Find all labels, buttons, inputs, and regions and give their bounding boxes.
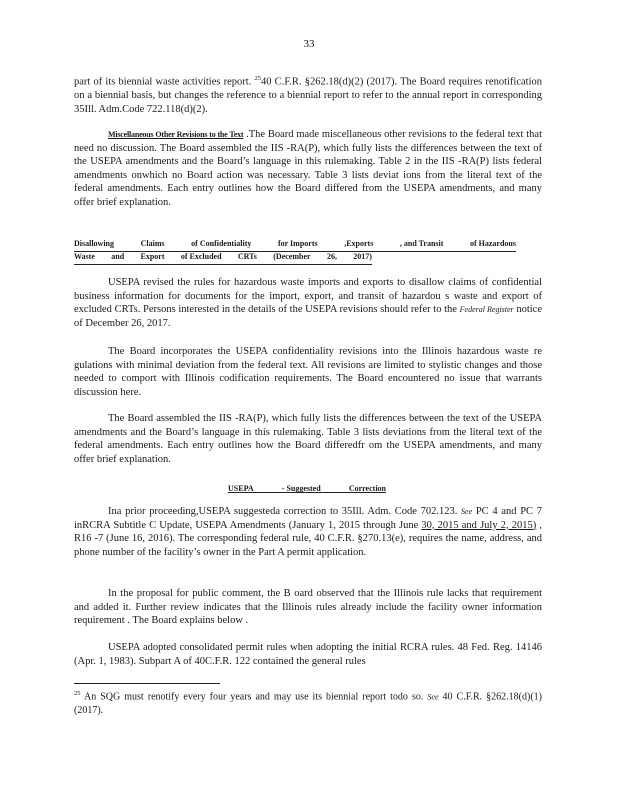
- federal-register-citation: Federal Register: [459, 305, 514, 315]
- paragraph-prior-proceeding: [74, 505, 542, 559]
- paragraph-text: , R16 -7 (June 16, 2016). The corresponding federal rule, 40 C.F.R. §270.13(e), requires the name, address, and phone number of the facility’s owner in the Part A permit application.: [74, 519, 542, 558]
- heading-word: Export: [140, 252, 165, 261]
- paragraph-board-assembled: The Board assembled the IIS -RA(P), which fully lists the differences between the text of the USEPA amendments and the Board’s language in this rulemaking. Table 3 lists deviations from the literal text of the federal amendments. Each entry outlines how the Board differedfr om the USEPA amendments, and many offer brief explanation.: [74, 413, 542, 465]
- heading-word: - Suggested: [281, 484, 321, 493]
- heading-word: Correction: [348, 484, 386, 493]
- footnote-reference: 25: [254, 75, 262, 82]
- paragraph-usepa-revised: [74, 276, 542, 330]
- paragraph-text: 40 C.F.R. §262.18(d)(2) (2017). The Board requires renotification on a biennial basis, but changes the reference to a biennial report to refer to the annual report in corresponding 35Ill. Adm.Code 722.118(d)(2).: [74, 76, 542, 115]
- heading-word: and: [111, 252, 125, 261]
- heading-word: CRTs: [237, 252, 257, 261]
- heading-word: of Confidentiality: [191, 239, 252, 248]
- paragraph-text: PC 4 and PC 7 inRCRA Subtitle C Update, USEPA Amendments (January 1, 2015 through June: [74, 506, 542, 531]
- heading-word: ,Exports: [344, 239, 374, 248]
- footnote-text: 40 C.F.R. §262.18(d)(1) (2017).: [74, 691, 543, 716]
- paragraph-text: notice of December 26, 2017.: [74, 304, 542, 329]
- paragraph-text: .The Board made miscellaneous other revisions to the federal text that need no discussion. The Board assembled the IIS -RA(P), which fully lists the differences between the text of the USEPA amendments and the Board’s language in this rulemaking. Table 2 in the IIS -RA(P) lists federal amendments onwhich no Board action was necessary. Table 3 lists deviat ions from the literal text of the federal amendments. Each entry outlines how the Board differed from the USEPA amendments, and many offer brief explanation.: [74, 129, 542, 208]
- heading-word: of Hazardous: [469, 239, 516, 248]
- heading-word: of Excluded: [180, 252, 222, 261]
- paragraph-biennial-report: [74, 72, 542, 116]
- paragraph-text: part of its biennial waste activities report.: [74, 76, 255, 88]
- heading-word: 2017): [353, 252, 372, 261]
- footnote-number: 25: [74, 690, 81, 697]
- footnote-text: An SQG must renotify every four years and may use its biennial report todo so.: [80, 691, 428, 703]
- footnote: [74, 687, 542, 717]
- heading-word: , and Transit: [399, 239, 444, 248]
- heading-word: Disallowing: [74, 239, 115, 248]
- underlined-citation: 30, 2015 and July 2, 2015): [421, 519, 537, 531]
- heading-word: Claims: [140, 239, 165, 248]
- heading-word: (December: [273, 252, 311, 261]
- section-heading: Miscellaneous Other Revisions to the Text: [108, 130, 244, 139]
- see-signal: See: [461, 507, 473, 516]
- heading-word: 26,: [326, 252, 337, 261]
- heading-underline: [228, 492, 386, 493]
- paragraph-misc-revisions: [74, 128, 542, 210]
- page-number: 33: [303, 38, 315, 50]
- paragraph-text: Ina prior proceeding,USEPA suggesteda correction to 35Ill. Adm. Code 702.123.: [108, 506, 462, 517]
- heading-word: for Imports: [277, 239, 318, 248]
- footnote-separator: [74, 683, 220, 684]
- heading-underline: [74, 264, 372, 265]
- heading-word: USEPA: [228, 484, 254, 493]
- paragraph-text: USEPA revised the rules for hazardous waste imports and exports to disallow claims of confidential business information for documents for the import, export, and transit of hazardou s waste and export of excluded CRTs. Persons interested in the details of the USEPA revisions should refer to the: [74, 277, 542, 316]
- paragraph-board-incorporates: The Board incorporates the USEPA confidentiality revisions into the Illinois hazardous waste re gulations with minimal deviation from the federal text. All revisions are limited to stylistic changes and those needed to comport with Illinois codification requirements. The Board encountered no issue that warrants discussion here.: [74, 346, 542, 398]
- heading-underline: [74, 251, 516, 252]
- paragraph-proposal: In the proposal for public comment, the B oard observed that the Illinois rule lacks that requirement and added it. Further review indicates that the Illinois rules already include the facility owner information requirement . The Board explains below .: [74, 588, 542, 627]
- heading-word: Waste: [74, 252, 95, 261]
- paragraph-consolidated-rules: USEPA adopted consolidated permit rules when adopting the initial RCRA rules. 48 Fed. Reg. 14146 (Apr. 1, 1983). Subpart A of 40C.F.R. 122 contained the general rules: [74, 642, 542, 667]
- see-signal: See: [427, 692, 439, 702]
